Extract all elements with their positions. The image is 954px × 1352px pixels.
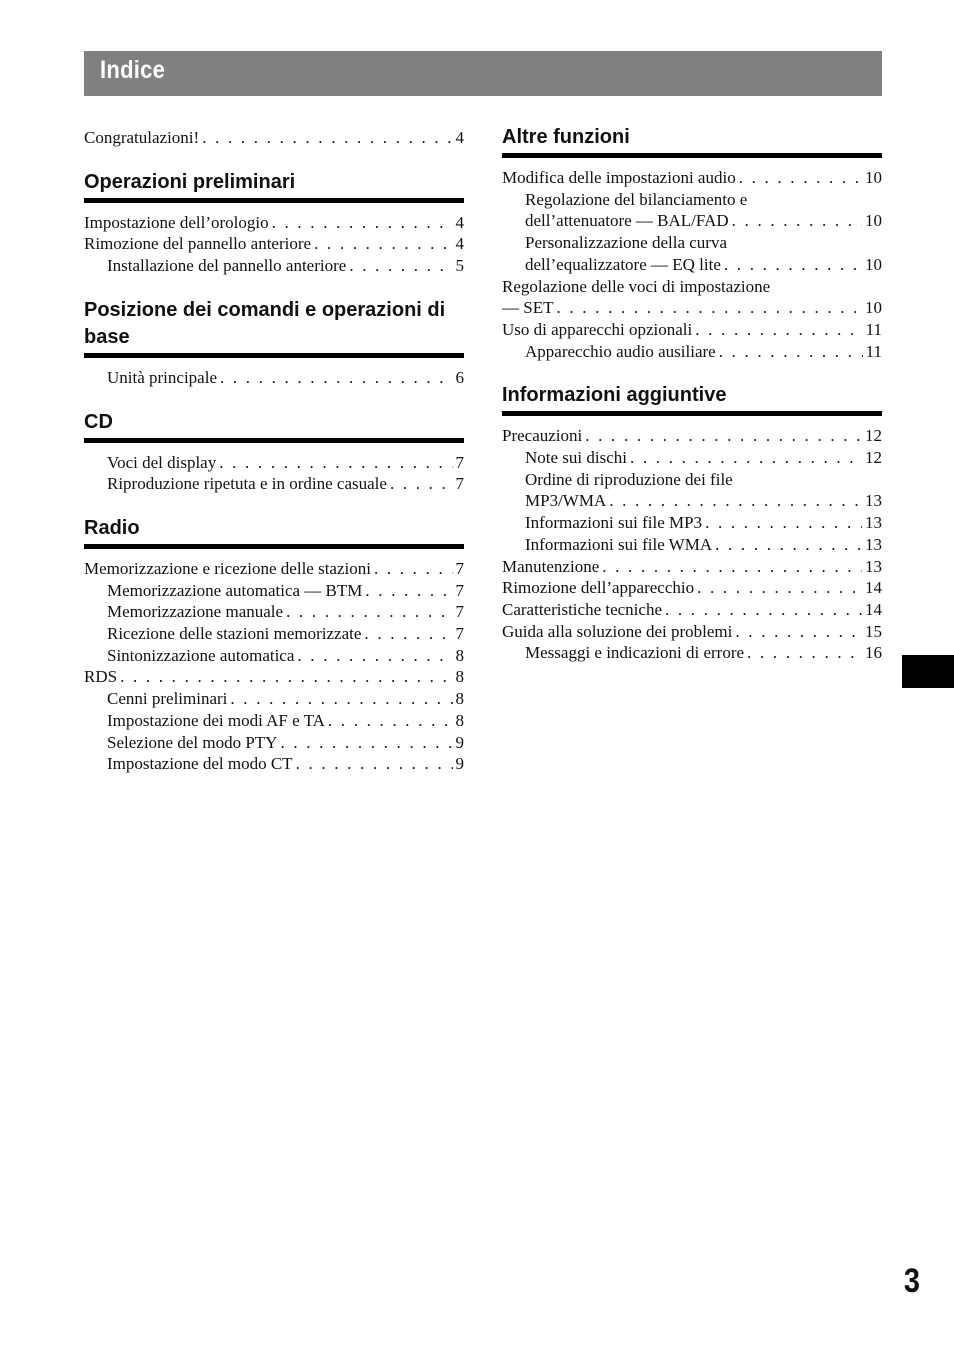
toc-entry[interactable] [84,473,464,495]
dot-leader [364,623,452,645]
toc-entry-text: Impostazione dell’orologio [84,212,269,232]
dot-leader [705,512,862,534]
dot-leader [230,688,452,710]
toc-section [84,169,464,277]
toc-entry-page: 9 [455,732,464,752]
dot-leader [286,601,452,623]
toc-entry-page: 9 [455,754,464,774]
toc-entry-page: 4 [455,128,464,147]
section-heading: CD [84,409,464,443]
toc-section [502,382,882,664]
toc-left-column [84,127,464,795]
toc-entry-text: Impostazione dei modi AF e TA [107,710,325,730]
dot-leader [390,473,453,495]
dot-leader [732,210,862,232]
toc-entry-page: 13 [865,513,882,533]
toc-entry[interactable] [502,319,882,341]
dot-leader [724,254,862,276]
toc-entry[interactable] [502,210,882,232]
dot-leader [220,367,453,389]
toc-entry[interactable] [84,601,464,623]
toc-entry[interactable] [84,753,464,775]
toc-section [84,515,464,775]
toc-entry-page: 7 [455,624,464,644]
section-heading: Informazioni aggiuntive [502,382,882,416]
toc-entry-page: 8 [455,645,464,665]
dot-leader [219,452,452,474]
toc-entry-page: 7 [455,602,464,622]
toc-entry-page: 12 [865,448,882,468]
section-tab-marker [902,655,954,688]
toc-entry-page: 13 [865,534,882,554]
dot-leader [695,319,862,341]
dot-leader [296,753,453,775]
dot-leader [715,534,862,556]
toc-entry-page: 15 [865,621,882,641]
toc-entry-page: 14 [865,599,882,619]
toc-right-column [502,124,882,684]
toc-entry-text: dell’attenuatore — BAL/FAD [525,211,729,231]
toc-entry-text: Installazione del pannello anteriore [107,256,347,276]
toc-entry-page: 6 [455,367,464,387]
toc-entry[interactable] [84,452,464,474]
toc-entry-page: 16 [865,643,882,663]
toc-entry-text: Manutenzione [502,556,600,576]
dot-leader [719,341,863,363]
dot-leader [297,645,452,667]
dot-leader [280,732,452,754]
toc-entry-continued[interactable]: Ordine di riproduzione dei file [525,469,733,489]
dot-leader [665,599,862,621]
section-heading: Operazioni preliminari [84,169,464,203]
toc-entry-text: Memorizzazione e ricezione delle stazioni [84,558,371,578]
toc-entry-text: Informazioni sui file MP3 [525,513,703,533]
toc-entry-text: Modifica delle impostazioni audio [502,168,736,187]
toc-entry-text: Selezione del modo PTY [107,732,278,752]
dot-leader [365,580,452,602]
toc-entry[interactable] [84,233,464,255]
dot-leader [739,167,862,189]
toc-entry-page: 5 [455,256,464,276]
toc-entry[interactable] [502,297,882,319]
toc-entry-page: 12 [865,426,882,446]
dot-leader [697,577,862,599]
toc-entry-page: 14 [865,578,882,598]
toc-entry-page: 10 [865,168,882,187]
dot-leader [349,255,452,277]
toc-entry[interactable] [502,534,882,556]
toc-entry-page: 10 [865,254,882,274]
toc-entry[interactable] [84,710,464,732]
toc-entry-text: Cenni preliminari [107,689,228,709]
toc-entry-page: 11 [865,341,882,361]
toc-entry[interactable] [84,127,464,149]
toc-entry-text: Unità principale [107,367,217,387]
dot-leader [735,621,862,643]
toc-entry[interactable] [502,341,882,363]
toc-entry[interactable] [84,212,464,234]
toc-entry-continued[interactable]: Regolazione delle voci di impostazione [502,276,771,296]
dot-leader [609,490,862,512]
toc-entry-text: Congratulazioni! [84,128,200,147]
toc-entry-text: Rimozione dell’apparecchio [502,578,695,598]
toc-section [84,297,464,389]
toc-section [84,409,464,495]
toc-entry-text: Impostazione del modo CT [107,754,293,774]
toc-entry-text: Ricezione delle stazioni memorizzate [107,624,362,644]
section-heading: Posizione dei comandi e operazioni di base [84,297,464,358]
toc-entry-page: 11 [865,319,882,339]
toc-entry[interactable] [84,558,464,580]
toc-entry-continued[interactable]: Personalizzazione della curva [525,233,728,253]
toc-entry-continued[interactable]: Regolazione del bilanciamento e [525,189,748,209]
toc-entry-page: 4 [455,212,464,232]
toc-entry[interactable] [84,255,464,277]
toc-entry-text: dell’equalizzatore — EQ lite [525,254,721,274]
section-heading: Radio [84,515,464,549]
toc-entry-page: 8 [455,710,464,730]
toc-entry-text: Voci del display [107,452,217,472]
toc-entry-page: 10 [865,298,882,318]
toc-entry-page: 4 [455,234,464,254]
toc-entry[interactable] [502,447,882,469]
title-bar [84,51,882,96]
dot-leader [202,127,452,149]
toc-entry-page: 13 [865,491,882,511]
toc-entry-page: 13 [865,556,882,576]
toc-entry-page: 7 [455,580,464,600]
toc-entry-text: Guida alla soluzione dei problemi [502,621,733,641]
toc-entry[interactable] [502,556,882,578]
toc-entry[interactable] [502,599,882,621]
page-number: 3 [903,1262,920,1300]
dot-leader [747,642,862,664]
toc-entry-text: Precauzioni [502,426,583,446]
dot-leader [272,212,453,234]
toc-section [502,124,882,362]
dot-leader [374,558,453,580]
toc-entry-text: RDS [84,667,118,687]
toc-entry[interactable] [502,490,882,512]
toc-entry-page: 8 [455,667,464,687]
toc-entry[interactable] [84,580,464,602]
dot-leader [602,556,862,578]
toc-entry-page: 7 [455,452,464,472]
toc-entry[interactable] [502,425,882,447]
toc-entry-page: 8 [455,689,464,709]
toc-entry[interactable] [502,167,882,189]
dot-leader [585,425,862,447]
section-heading: Altre funzioni [502,124,882,158]
toc-entry-text: Riproduzione ripetuta e in ordine casuale [107,474,387,494]
toc-entry-text: Memorizzazione manuale [107,602,284,622]
dot-leader [120,666,452,688]
toc-entry[interactable] [502,642,882,664]
toc-entry[interactable] [502,621,882,643]
dot-leader [630,447,862,469]
toc-entry[interactable] [84,645,464,667]
dot-leader [556,297,862,319]
toc-entry-text: Apparecchio audio ausiliare [525,341,716,361]
toc-entry-text: Caratteristiche tecniche [502,599,662,619]
toc-entry[interactable] [84,732,464,754]
toc-entry-text: MP3/WMA [525,491,607,511]
dot-leader [314,233,452,255]
toc-entry[interactable] [502,577,882,599]
toc-entry-text: Memorizzazione automatica — BTM [107,580,363,600]
toc-entry-text: Messaggi e indicazioni di errore [525,643,745,663]
toc-entry-page: 10 [865,211,882,231]
toc-entry-text: Informazioni sui file WMA [525,534,713,554]
toc-entry[interactable] [84,367,464,389]
dot-leader [328,710,453,732]
page-title: Indice [100,56,166,84]
toc-entry[interactable] [502,512,882,534]
toc-entry-text: Uso di apparecchi opzionali [502,319,693,339]
toc-entry[interactable] [84,623,464,645]
toc-entry[interactable] [84,666,464,688]
toc-entry-page: 7 [455,474,464,494]
toc-entry-text: Rimozione del pannello anteriore [84,234,312,254]
toc-section [84,127,464,149]
toc-entry-text: Sintonizzazione automatica [107,645,295,665]
toc-entry-text: — SET [502,298,554,318]
toc-entry-page: 7 [455,558,464,578]
toc-entry[interactable] [502,254,882,276]
toc-entry-text: Note sui dischi [525,448,627,468]
toc-entry[interactable] [84,688,464,710]
